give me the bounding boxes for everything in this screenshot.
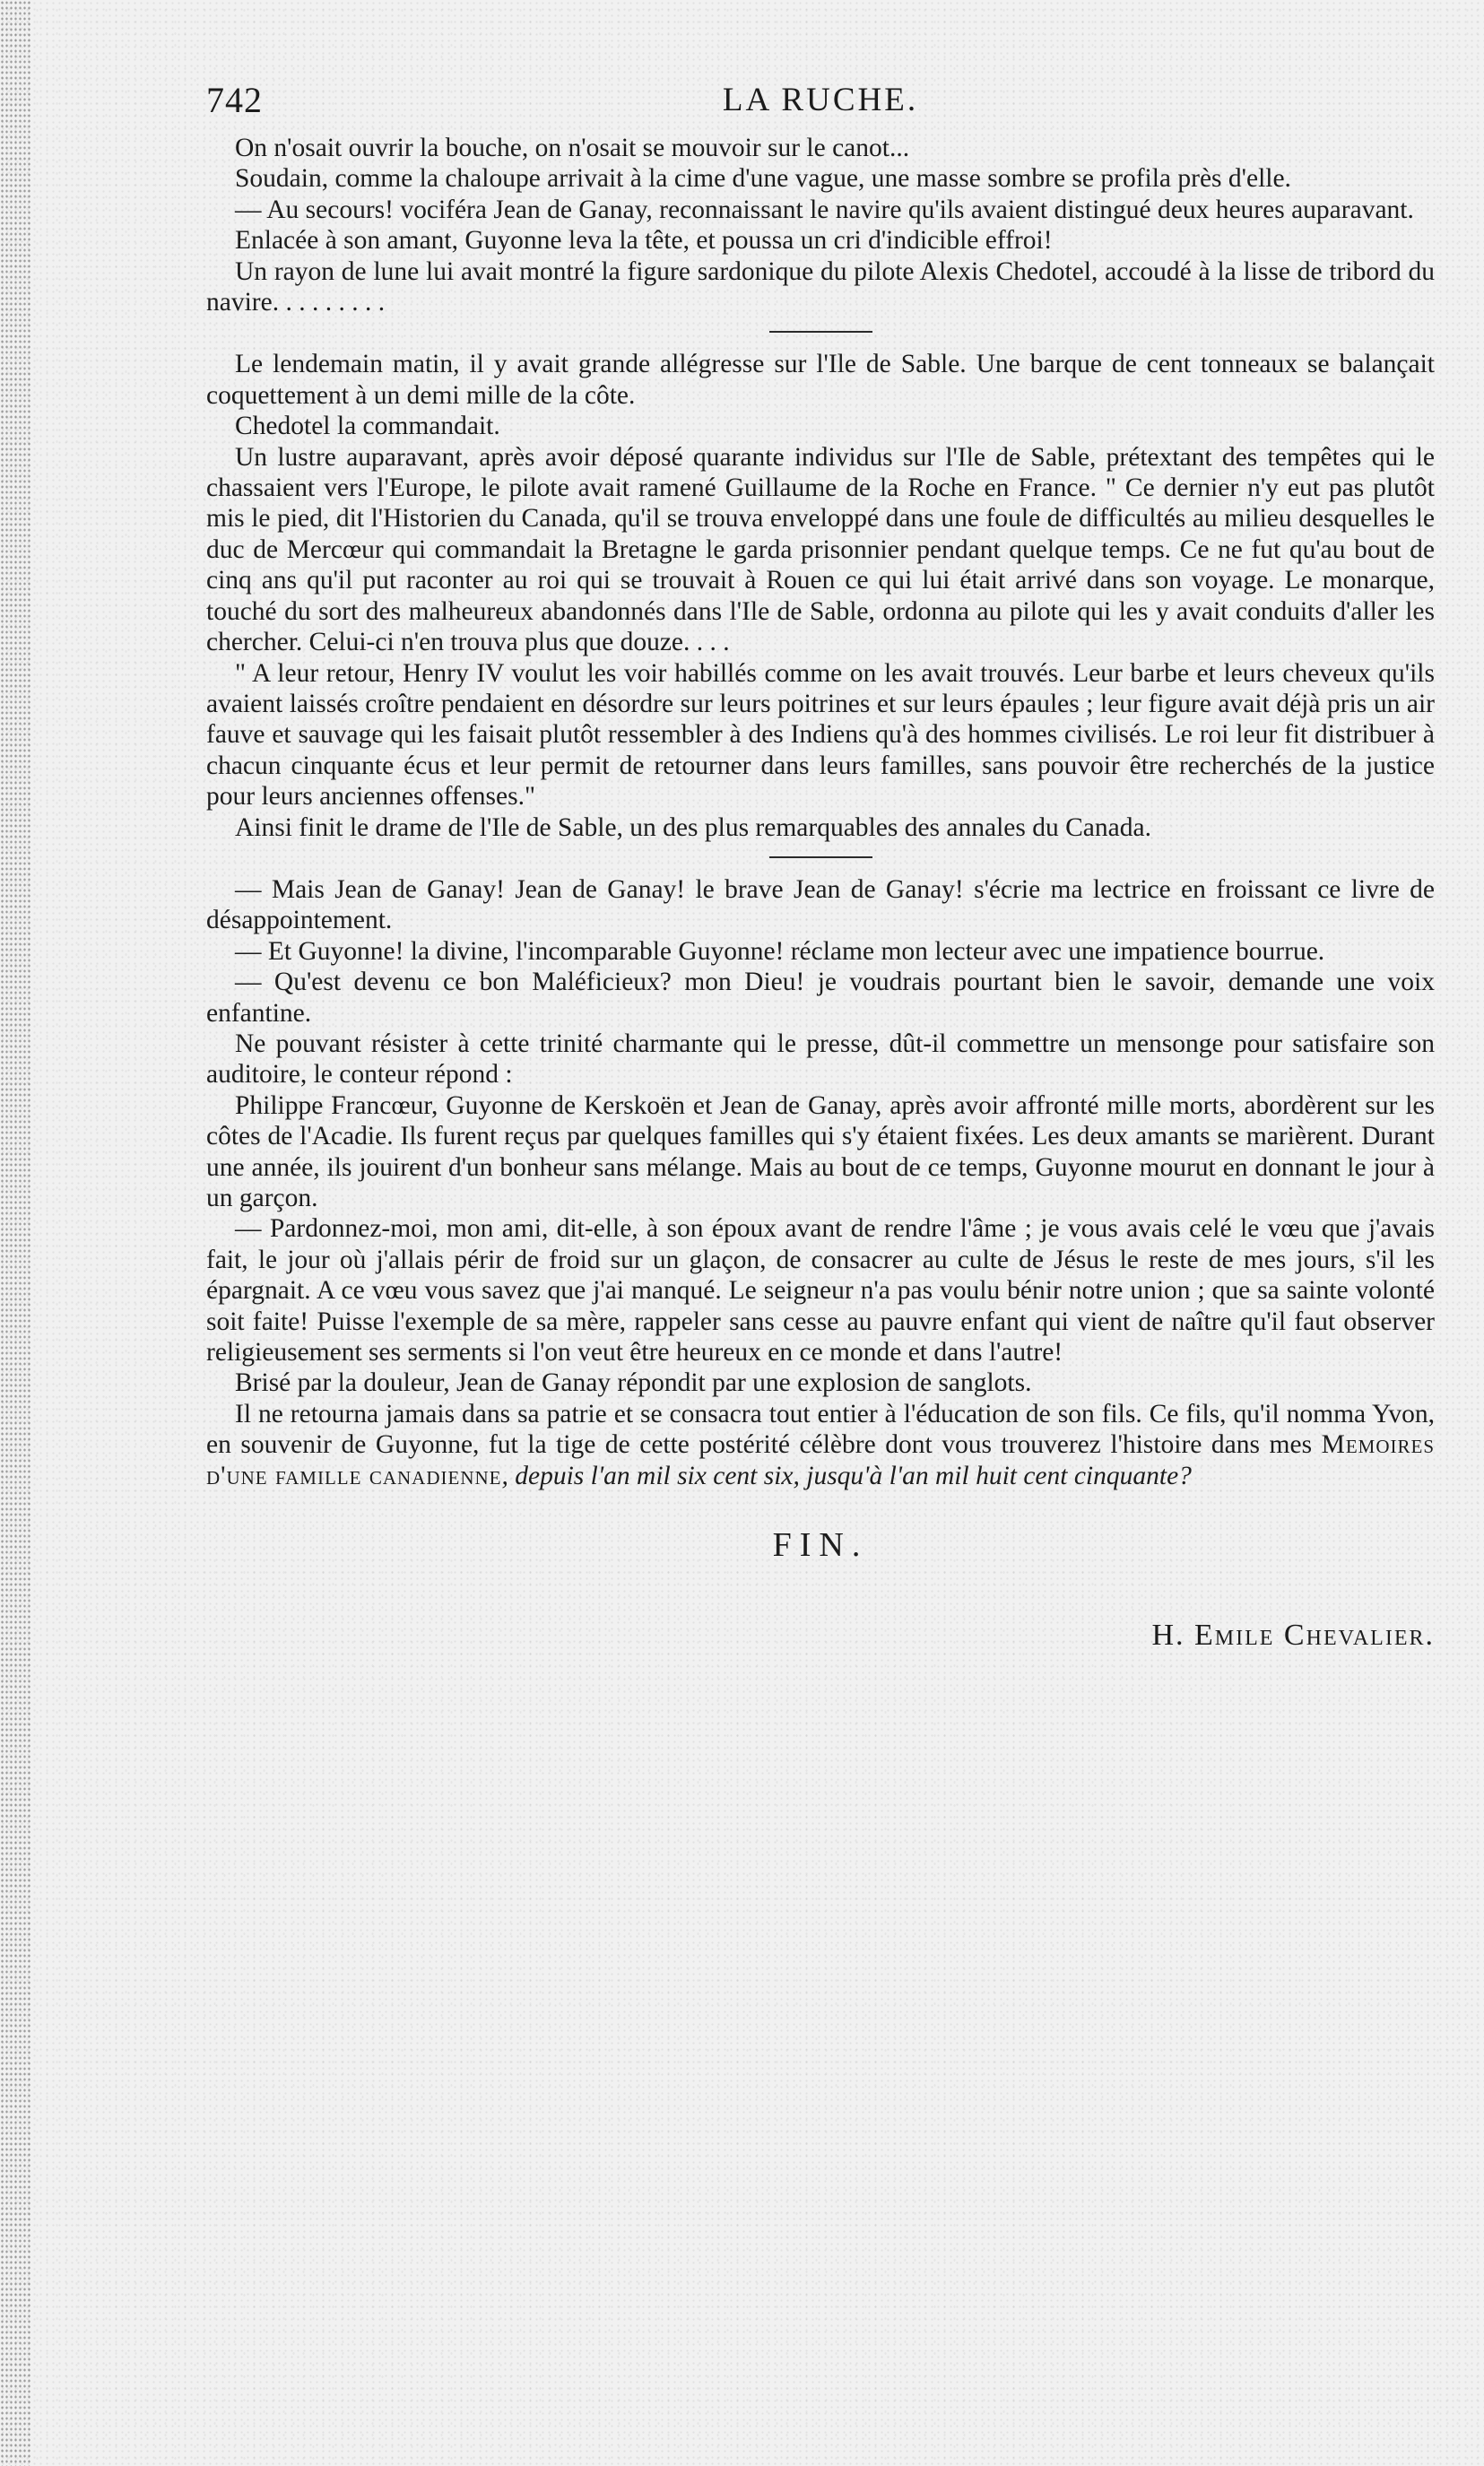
paragraph: Enlacée à son amant, Guyonne leva la tête, et poussa un cri d'indicible effroi!: [235, 226, 1053, 256]
paragraph: Ne pouvant résister à cette trinité charmante qui le presse, dût-il commettre un mensonge pour satisfaire son auditoire, le conteur répond :: [206, 1029, 1435, 1090]
story-text: [206, 133, 1435, 1491]
paragraph: Philippe Francœur, Guyonne de Kerskoën et Jean de Ganay, après avoir affronté mille morts, abordèrent sur les côtes de l'Acadie. Ils furent reçus par quelques familles qui s'y étaient fixées. Les deux amants se marièrent. Durant une année, ils jouirent d'un bonheur sans mélange. Mais au bout de ce temps, Guyonne mourut en donnant le jour à un garçon.: [206, 1090, 1435, 1212]
section-1: [206, 133, 1435, 317]
paragraph: Le lendemain matin, il y avait grande allégresse sur l'Ile de Sable. Une barque de cent tonneaux se balançait coquettement à un demi mille de la côte.: [206, 350, 1435, 410]
paragraph: — Pardonnez-moi, mon ami, dit-elle, à son époux avant de rendre l'âme ; je vous avais celé le vœu que j'avais fait, le jour où j'allais périr de froid sur un glaçon, de consacrer au culte de Jésus le reste de mes jours, s'il les épargnait. A ce vœu vous savez que j'ai manqué. Le seigneur n'a pas voulu bénir notre union ; que sa sainte volonté soit faite! Puisse l'exemple de sa mère, rappeler sans cesse au pauvre enfant qui vient de naître qu'il faut observer religieusement ses serments si l'on veut être heureux en ce monde et dans l'autre!: [206, 1214, 1435, 1368]
page-number: 742: [206, 80, 263, 120]
paragraph: — Mais Jean de Ganay! Jean de Ganay! le brave Jean de Ganay! s'écrie ma lectrice en froissant ce livre de désappointement.: [206, 874, 1435, 935]
section-2: [206, 349, 1435, 843]
section-divider: [769, 331, 872, 333]
paragraph: — Au secours! vociféra Jean de Ganay, reconnaissant le navire qu'ils avaient distingué deux heures auparavant.: [235, 195, 1414, 224]
running-title: LA RUCHE.: [722, 82, 919, 118]
paragraph: " A leur retour, Henry IV voulut les voir habillés comme on les avait trouvés. Leur barbe et leurs cheveux qu'ils avaient laissés croître pendaient en désordre sur leurs poitrines et sur leurs épaules ; leur figure avait déjà pris un air fauve et sauvage qui les faisait plutôt ressembler à des Indiens qu'à des hommes civilisés. Le roi leur fit distribuer à chacun cinquante écus et leur permit de retourner dans leurs familles, sans pouvoir être recherchés de la justice pour leurs anciennes offenses.": [206, 658, 1435, 812]
paragraph: Un lustre auparavant, après avoir déposé quarante individus sur l'Ile de Sable, prétextant des tempêtes qui le chassaient vers l'Europe, le pilote avait ramené Guillaume de la Roche en France. " Ce dernier n'y eut pas plutôt mis le pied, dit l'Historien du Canada, qu'il se trouva enveloppé dans une foule de difficultés au milieu desquelles le duc de Mercœur qui commandait la Bretagne le garda prisonnier pendant quelque temps. Ce ne fut qu'au bout de cinq ans qu'il put raconter au roi qui se trouvait à Rouen ce qui lui était arrivé dans son voyage. Le monarque, touché du sort des malheureux abandonnés dans l'Ile de Sable, ordonna au pilote qui les y avait conduits d'aller les chercher. Celui-ci n'en trouva plus que douze. . . .: [206, 442, 1435, 657]
book-title: Memoires d'une famille canadienne: [206, 1430, 1435, 1490]
section-divider: [769, 856, 872, 858]
paragraph: Chedotel la commandait.: [235, 412, 500, 441]
final-paragraph: [206, 1399, 1435, 1491]
page-edge-noise: [0, 0, 32, 2466]
final-paragraph-lead: Il ne retourna jamais dans sa patrie et se consacra tout entier à l'éducation de son fils. Ce fils, qu'il nomma Yvon, en souvenir de Guyonne, fut la tige de cette postérité célèbre dont vous trouverez l'histoire dans mes: [206, 1399, 1435, 1460]
final-paragraph-trail: , depuis l'an mil six cent six, jusqu'à l'an mil huit cent cinquante?: [501, 1461, 1192, 1490]
paragraph: On n'osait ouvrir la bouche, on n'osait se mouvoir sur le canot...: [235, 134, 910, 162]
page-header: [206, 70, 1435, 133]
section-3: [206, 874, 1435, 1491]
fin-heading: FIN.: [772, 1526, 869, 1565]
paragraph: — Qu'est devenu ce bon Maléficieux? mon Dieu! je voudrais pourtant bien le savoir, demande une voix enfantine.: [206, 968, 1435, 1028]
paragraph: Brisé par la douleur, Jean de Ganay répondit par une explosion de sanglots.: [235, 1368, 1032, 1398]
paragraph: Un rayon de lune lui avait montré la figure sardonique du pilote Alexis Chedotel, accoudé à la lisse de tribord du navire. . . . . . . . .: [206, 256, 1435, 317]
paragraph: Soudain, comme la chaloupe arrivait à la cime d'une vague, une masse sombre se profila près d'elle.: [235, 164, 1291, 194]
author-signature: H. Emile Chevalier.: [1151, 1619, 1435, 1653]
paragraph: Ainsi finit le drame de l'Ile de Sable, un des plus remarquables des annales du Canada.: [235, 812, 1151, 842]
paragraph: — Et Guyonne! la divine, l'incomparable Guyonne! réclame mon lecteur avec une impatience bourrue.: [235, 936, 1325, 966]
